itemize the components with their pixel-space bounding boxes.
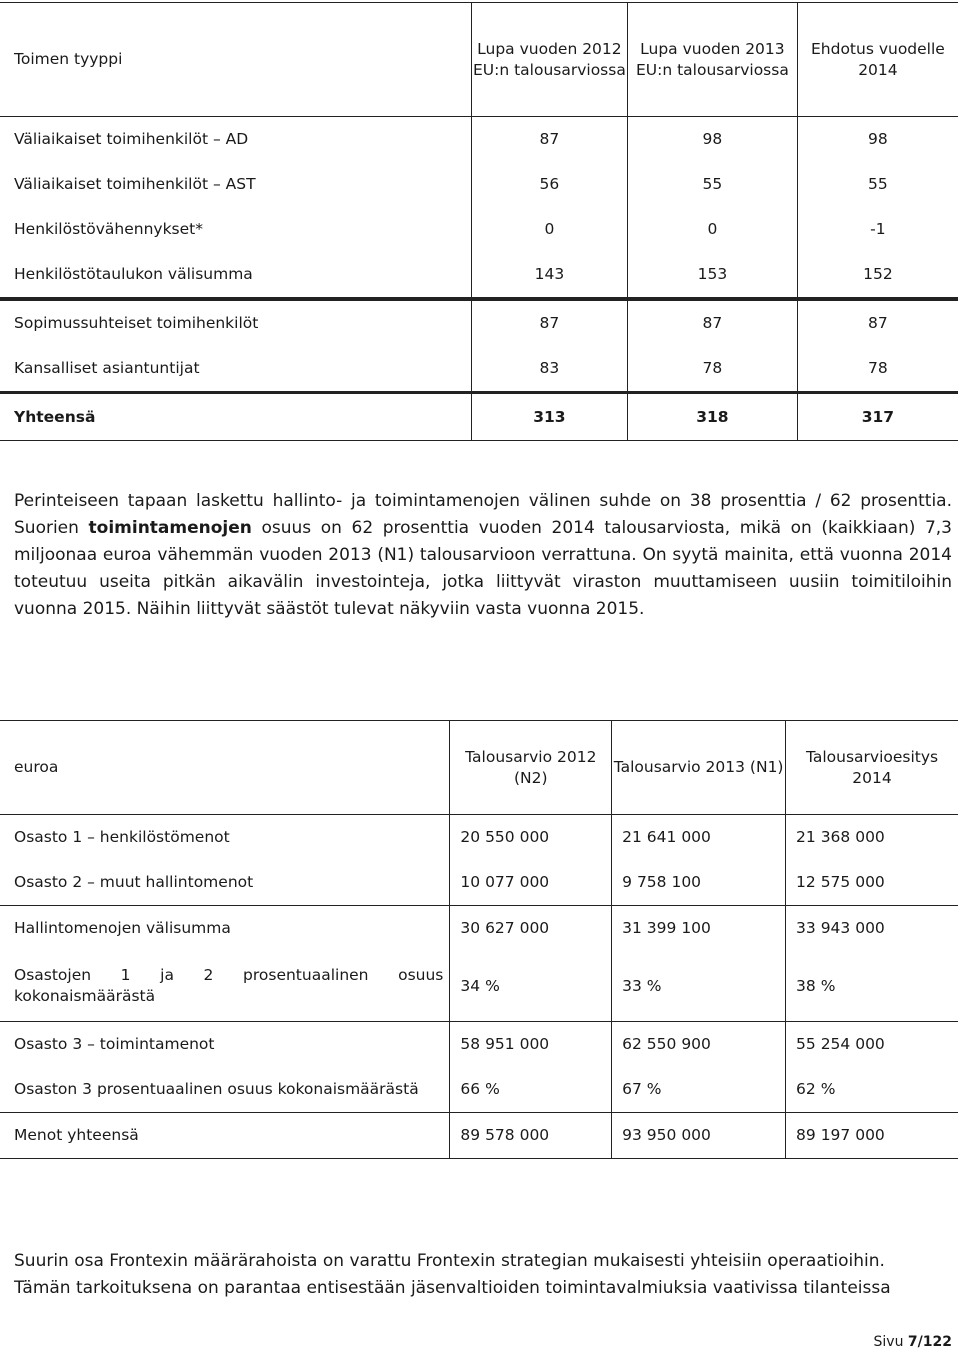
table-row: [0, 815, 958, 861]
label-word: 1: [120, 966, 131, 984]
cell-2014: -1: [797, 207, 958, 252]
cell-2012: 20 550 000: [450, 815, 612, 861]
cell-2012: 313: [471, 393, 627, 441]
cell-2012: 89 578 000: [450, 1113, 612, 1159]
paragraph-bold: toimintamenojen: [88, 518, 252, 538]
row-label: Sopimussuhteiset toimihenkilöt: [0, 299, 471, 346]
row-label: Väliaikaiset toimihenkilöt – AD: [14, 130, 249, 148]
cell-2012: 10 077 000: [450, 860, 612, 906]
cell-2013: 9 758 100: [612, 860, 786, 906]
header-2014: Talousarvioesitys 2014: [786, 721, 958, 815]
cell-2014: 98: [797, 117, 958, 163]
row-label: Kansalliset asiantuntijat: [14, 359, 200, 377]
page-label: Sivu: [873, 1334, 904, 1350]
cell-2013: 0: [627, 207, 797, 252]
staff-table: [0, 2, 958, 441]
paragraph-text-1: Perinteiseen tapaan laskettu hallinto- ja toimintamenojen välinen suhde on 38 prosenttia / 62 prosenttia. Suorien: [14, 491, 952, 538]
cell-2014: 62 %: [786, 1067, 958, 1113]
table-row: [0, 1067, 958, 1113]
label-line-1: [14, 965, 443, 986]
row-label: Osasto 3 – toimintamenot: [0, 1022, 450, 1068]
table-header-row: [0, 721, 958, 815]
cell-2014: 78: [797, 346, 958, 393]
table-row: [0, 860, 958, 906]
row-label: Hallintomenojen välisumma: [0, 906, 450, 952]
cell-2014: 89 197 000: [786, 1113, 958, 1159]
page-count: 7/122: [907, 1334, 952, 1350]
row-label: Osasto 2 – muut hallintomenot: [14, 873, 254, 891]
label-word: 2: [203, 966, 214, 984]
label-line-2: kokonaismäärästä: [14, 987, 156, 1005]
closing-paragraph: [14, 1248, 952, 1302]
cell-2012: 34 %: [450, 951, 612, 1022]
total-row: [0, 393, 958, 441]
table-row: [0, 162, 958, 207]
table-header-row: [0, 3, 958, 117]
cell-2012: 56: [471, 162, 627, 207]
table-row: [0, 951, 958, 1022]
row-label: Menot yhteensä: [0, 1113, 450, 1159]
table-row: [0, 252, 958, 299]
label-word: prosentuaalinen: [243, 966, 369, 984]
cell-2014: 33 943 000: [786, 906, 958, 952]
label-word: osuus: [398, 966, 444, 984]
cell-2013: 33 %: [612, 951, 786, 1022]
table-row: [0, 346, 958, 393]
cell-2014: 38 %: [786, 951, 958, 1022]
cell-2012: 83: [471, 346, 627, 393]
cell-2013: 21 641 000: [612, 815, 786, 861]
cell-2013: 78: [627, 346, 797, 393]
label-word: ja: [160, 966, 174, 984]
header-2012: Talousarvio 2012 (N2): [450, 721, 612, 815]
cell-2013: 98: [627, 117, 797, 163]
cell-2014: 12 575 000: [786, 860, 958, 906]
cell-2012: 58 951 000: [450, 1022, 612, 1068]
cell-2013: 67 %: [612, 1067, 786, 1113]
cell-2013: 62 550 900: [612, 1022, 786, 1068]
table-row: [0, 906, 958, 952]
header-unit: euroa: [0, 721, 450, 815]
row-label: [0, 951, 450, 1022]
cell-2013: 153: [627, 252, 797, 299]
cell-2012: 143: [471, 252, 627, 299]
cell-2014: 152: [797, 252, 958, 299]
cell-2013: 87: [627, 299, 797, 346]
cell-2012: 0: [471, 207, 627, 252]
paragraph-text-2: osuus on 62 prosenttia vuoden 2014 talousarviosta, mikä on (kaikkiaan) 7,3 miljoonaa euroa vähemmän vuoden 2013 (N1) talousarvioon verrattuna. On syytä mainita, että vuonna 2014 toteutuu useita pitkän aikavälin investointeja, jotka liittyvät viraston muuttamiseen uusiin toimitiloihin vuonna 2015. Näihin liittyvät säästöt tulevat näkyviin vasta vuonna 2015.: [14, 518, 952, 619]
cell-2012: 87: [471, 117, 627, 163]
header-2013: Talousarvio 2013 (N1): [612, 721, 786, 815]
cell-2012: 66 %: [450, 1067, 612, 1113]
cell-2013: 31 399 100: [612, 906, 786, 952]
label-word: Osastojen: [14, 966, 92, 984]
row-label: Henkilöstötaulukon välisumma: [14, 265, 253, 283]
total-row: [0, 1113, 958, 1159]
table-row: [0, 1022, 958, 1068]
row-label: Osaston 3 prosentuaalinen osuus kokonaismäärästä: [14, 1080, 419, 1098]
header-type: Toimen tyyppi: [0, 3, 471, 117]
cell-2014: 21 368 000: [786, 815, 958, 861]
cell-2014: 87: [797, 299, 958, 346]
table-row: [0, 207, 958, 252]
header-2013: Lupa vuoden 2013 EU:n talousarviossa: [627, 3, 797, 117]
cell-2014: 317: [797, 393, 958, 441]
cell-2014: 55: [797, 162, 958, 207]
row-label: Väliaikaiset toimihenkilöt – AST: [14, 175, 256, 193]
cell-2012: 87: [471, 299, 627, 346]
closing-line-2: Tämän tarkoituksena on parantaa entisestään jäsenvaltioiden toimintavalmiuksia vaativissa tilanteissa: [14, 1278, 891, 1298]
budget-table: [0, 720, 958, 1159]
header-2012: Lupa vuoden 2012 EU:n talousarviossa: [471, 3, 627, 117]
cell-2012: 30 627 000: [450, 906, 612, 952]
table-row: [0, 299, 958, 346]
cell-2014: 55 254 000: [786, 1022, 958, 1068]
cell-2013: 55: [627, 162, 797, 207]
cell-2013: 318: [627, 393, 797, 441]
row-label: Yhteensä: [0, 393, 471, 441]
row-label: Osasto 1 – henkilöstömenot: [14, 828, 230, 846]
table-row: [0, 117, 958, 163]
page-number: [874, 1334, 952, 1350]
body-paragraph: [14, 488, 952, 623]
header-2014: Ehdotus vuodelle 2014: [797, 3, 958, 117]
row-label: Henkilöstövähennykset*: [14, 220, 203, 238]
cell-2013: 93 950 000: [612, 1113, 786, 1159]
closing-line-1: Suurin osa Frontexin määrärahoista on varattu Frontexin strategian mukaisesti yhteisiin operaatioihin.: [14, 1251, 885, 1271]
